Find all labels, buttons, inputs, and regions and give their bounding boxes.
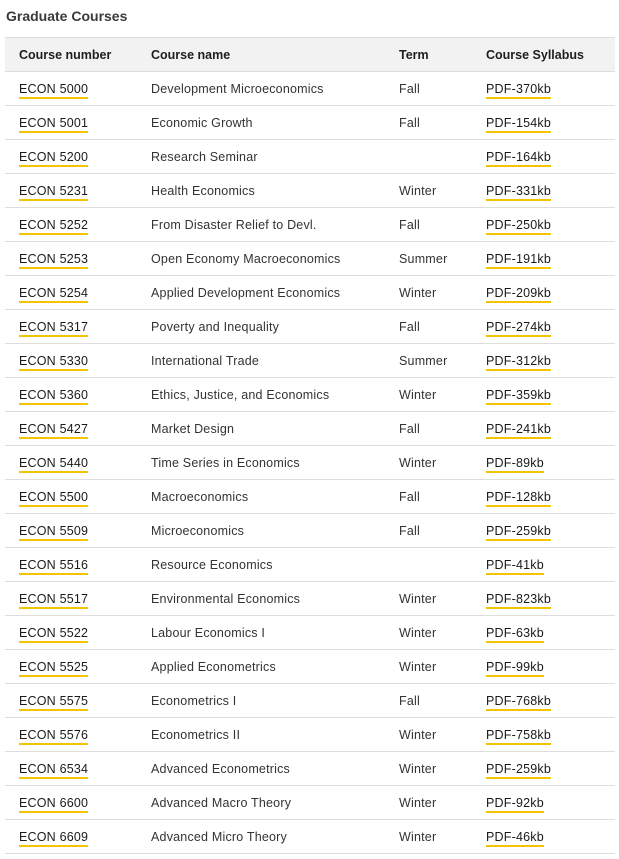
course-number-link[interactable]: ECON 5330 bbox=[19, 354, 88, 371]
course-number-cell bbox=[5, 548, 137, 582]
course-syllabus-cell bbox=[472, 752, 615, 786]
course-number-link[interactable]: ECON 5231 bbox=[19, 184, 88, 201]
table-row bbox=[5, 276, 615, 310]
course-number-cell bbox=[5, 242, 137, 276]
course-number-cell bbox=[5, 412, 137, 446]
course-name-cell: Econometrics II bbox=[137, 718, 385, 752]
course-name-cell: Environmental Economics bbox=[137, 582, 385, 616]
course-term-cell: Winter bbox=[385, 718, 472, 752]
course-syllabus-cell bbox=[472, 174, 615, 208]
course-number-link[interactable]: ECON 6609 bbox=[19, 830, 88, 847]
syllabus-pdf-link[interactable]: PDF-89kb bbox=[486, 456, 544, 473]
course-name-cell: Economic Growth bbox=[137, 106, 385, 140]
syllabus-pdf-link[interactable]: PDF-370kb bbox=[486, 82, 551, 99]
course-number-link[interactable]: ECON 5200 bbox=[19, 150, 88, 167]
table-row bbox=[5, 174, 615, 208]
course-number-link[interactable]: ECON 6600 bbox=[19, 796, 88, 813]
course-term-cell: Winter bbox=[385, 446, 472, 480]
table-header bbox=[5, 38, 615, 72]
course-name-cell: Microeconomics bbox=[137, 514, 385, 548]
course-name-cell: Applied Development Economics bbox=[137, 276, 385, 310]
table-row bbox=[5, 140, 615, 174]
course-term-cell: Fall bbox=[385, 310, 472, 344]
course-number-link[interactable]: ECON 5360 bbox=[19, 388, 88, 405]
course-number-link[interactable]: ECON 5525 bbox=[19, 660, 88, 677]
table-row bbox=[5, 208, 615, 242]
course-term-cell: Fall bbox=[385, 412, 472, 446]
table-row bbox=[5, 650, 615, 684]
course-name-cell: Research Seminar bbox=[137, 140, 385, 174]
course-number-link[interactable]: ECON 5516 bbox=[19, 558, 88, 575]
course-name-cell: Resource Economics bbox=[137, 548, 385, 582]
course-number-cell bbox=[5, 514, 137, 548]
course-term-cell: Fall bbox=[385, 106, 472, 140]
table-row bbox=[5, 378, 615, 412]
column-header-course-syllabus: Course Syllabus bbox=[472, 38, 615, 72]
syllabus-pdf-link[interactable]: PDF-259kb bbox=[486, 762, 551, 779]
course-number-cell bbox=[5, 650, 137, 684]
syllabus-pdf-link[interactable]: PDF-164kb bbox=[486, 150, 551, 167]
course-name-cell: Health Economics bbox=[137, 174, 385, 208]
table-row bbox=[5, 820, 615, 854]
course-syllabus-cell bbox=[472, 582, 615, 616]
course-syllabus-cell bbox=[472, 616, 615, 650]
course-syllabus-cell bbox=[472, 208, 615, 242]
course-term-cell: Fall bbox=[385, 72, 472, 106]
table-row bbox=[5, 582, 615, 616]
course-number-cell bbox=[5, 718, 137, 752]
course-name-cell: Development Microeconomics bbox=[137, 72, 385, 106]
course-number-cell bbox=[5, 820, 137, 854]
course-term-cell bbox=[385, 548, 472, 582]
table-row bbox=[5, 106, 615, 140]
course-number-cell bbox=[5, 446, 137, 480]
course-name-cell: Time Series in Economics bbox=[137, 446, 385, 480]
course-syllabus-cell bbox=[472, 140, 615, 174]
course-number-cell bbox=[5, 208, 137, 242]
course-number-cell bbox=[5, 72, 137, 106]
course-term-cell: Winter bbox=[385, 378, 472, 412]
course-name-cell: Advanced Micro Theory bbox=[137, 820, 385, 854]
course-number-link[interactable]: ECON 5254 bbox=[19, 286, 88, 303]
section-title: Graduate Courses bbox=[6, 8, 128, 24]
course-name-cell: Advanced Macro Theory bbox=[137, 786, 385, 820]
table-row bbox=[5, 310, 615, 344]
course-number-cell bbox=[5, 276, 137, 310]
course-term-cell: Summer bbox=[385, 344, 472, 378]
syllabus-pdf-link[interactable]: PDF-312kb bbox=[486, 354, 551, 371]
course-number-cell bbox=[5, 344, 137, 378]
table-row bbox=[5, 412, 615, 446]
table-row bbox=[5, 684, 615, 718]
course-name-cell: Open Economy Macroeconomics bbox=[137, 242, 385, 276]
syllabus-pdf-link[interactable]: PDF-128kb bbox=[486, 490, 551, 507]
course-number-link[interactable]: ECON 5252 bbox=[19, 218, 88, 235]
column-header-term: Term bbox=[385, 38, 472, 72]
course-number-link[interactable]: ECON 5427 bbox=[19, 422, 88, 439]
course-number-link[interactable]: ECON 5440 bbox=[19, 456, 88, 473]
course-syllabus-cell bbox=[472, 412, 615, 446]
syllabus-pdf-link[interactable]: PDF-99kb bbox=[486, 660, 544, 677]
syllabus-pdf-link[interactable]: PDF-331kb bbox=[486, 184, 551, 201]
course-syllabus-cell bbox=[472, 786, 615, 820]
course-syllabus-cell bbox=[472, 446, 615, 480]
course-name-cell: Ethics, Justice, and Economics bbox=[137, 378, 385, 412]
course-term-cell: Winter bbox=[385, 752, 472, 786]
course-term-cell: Winter bbox=[385, 786, 472, 820]
syllabus-pdf-link[interactable]: PDF-92kb bbox=[486, 796, 544, 813]
syllabus-pdf-link[interactable]: PDF-768kb bbox=[486, 694, 551, 711]
syllabus-pdf-link[interactable]: PDF-758kb bbox=[486, 728, 551, 745]
course-syllabus-cell bbox=[472, 650, 615, 684]
syllabus-pdf-link[interactable]: PDF-250kb bbox=[486, 218, 551, 235]
syllabus-pdf-link[interactable]: PDF-259kb bbox=[486, 524, 551, 541]
course-name-cell: Market Design bbox=[137, 412, 385, 446]
course-name-cell: Applied Econometrics bbox=[137, 650, 385, 684]
course-term-cell: Winter bbox=[385, 650, 472, 684]
syllabus-pdf-link[interactable]: PDF-823kb bbox=[486, 592, 551, 609]
course-number-link[interactable]: ECON 5522 bbox=[19, 626, 88, 643]
table-row bbox=[5, 72, 615, 106]
course-term-cell: Winter bbox=[385, 276, 472, 310]
course-syllabus-cell bbox=[472, 310, 615, 344]
course-number-link[interactable]: ECON 5253 bbox=[19, 252, 88, 269]
course-syllabus-cell bbox=[472, 684, 615, 718]
syllabus-pdf-link[interactable]: PDF-46kb bbox=[486, 830, 544, 847]
course-number-cell bbox=[5, 310, 137, 344]
table-row bbox=[5, 718, 615, 752]
course-name-cell: International Trade bbox=[137, 344, 385, 378]
course-term-cell: Summer bbox=[385, 242, 472, 276]
course-syllabus-cell bbox=[472, 548, 615, 582]
table-row bbox=[5, 242, 615, 276]
syllabus-pdf-link[interactable]: PDF-209kb bbox=[486, 286, 551, 303]
course-term-cell: Winter bbox=[385, 582, 472, 616]
syllabus-pdf-link[interactable]: PDF-41kb bbox=[486, 558, 544, 575]
course-syllabus-cell bbox=[472, 72, 615, 106]
course-number-cell bbox=[5, 378, 137, 412]
course-term-cell: Winter bbox=[385, 820, 472, 854]
course-number-link[interactable]: ECON 5500 bbox=[19, 490, 88, 507]
course-term-cell: Winter bbox=[385, 616, 472, 650]
course-syllabus-cell bbox=[472, 106, 615, 140]
syllabus-pdf-link[interactable]: PDF-191kb bbox=[486, 252, 551, 269]
course-name-cell: From Disaster Relief to Devl. bbox=[137, 208, 385, 242]
table-row bbox=[5, 480, 615, 514]
course-number-cell bbox=[5, 140, 137, 174]
course-name-cell: Labour Economics I bbox=[137, 616, 385, 650]
syllabus-pdf-link[interactable]: PDF-359kb bbox=[486, 388, 551, 405]
course-number-cell bbox=[5, 786, 137, 820]
course-number-cell bbox=[5, 582, 137, 616]
course-number-cell bbox=[5, 752, 137, 786]
syllabus-pdf-link[interactable]: PDF-274kb bbox=[486, 320, 551, 337]
course-number-cell bbox=[5, 480, 137, 514]
table-body bbox=[5, 72, 615, 854]
course-syllabus-cell bbox=[472, 242, 615, 276]
table-row bbox=[5, 786, 615, 820]
column-header-course-number: Course number bbox=[5, 38, 137, 72]
course-number-cell bbox=[5, 106, 137, 140]
course-number-link[interactable]: ECON 5517 bbox=[19, 592, 88, 609]
syllabus-pdf-link[interactable]: PDF-241kb bbox=[486, 422, 551, 439]
course-number-link[interactable]: ECON 5576 bbox=[19, 728, 88, 745]
course-number-cell bbox=[5, 174, 137, 208]
column-header-course-name: Course name bbox=[137, 38, 385, 72]
course-syllabus-cell bbox=[472, 718, 615, 752]
course-term-cell: Winter bbox=[385, 174, 472, 208]
table-row bbox=[5, 344, 615, 378]
course-name-cell: Advanced Econometrics bbox=[137, 752, 385, 786]
course-name-cell: Macroeconomics bbox=[137, 480, 385, 514]
table-row bbox=[5, 548, 615, 582]
course-syllabus-cell bbox=[472, 276, 615, 310]
course-number-link[interactable]: ECON 5000 bbox=[19, 82, 88, 99]
course-term-cell: Fall bbox=[385, 684, 472, 718]
course-term-cell bbox=[385, 140, 472, 174]
syllabus-pdf-link[interactable]: PDF-63kb bbox=[486, 626, 544, 643]
course-term-cell: Fall bbox=[385, 480, 472, 514]
course-syllabus-cell bbox=[472, 378, 615, 412]
course-syllabus-cell bbox=[472, 514, 615, 548]
syllabus-pdf-link[interactable]: PDF-154kb bbox=[486, 116, 551, 133]
table-header-row bbox=[5, 38, 615, 72]
course-syllabus-cell bbox=[472, 820, 615, 854]
course-number-cell bbox=[5, 616, 137, 650]
course-term-cell: Fall bbox=[385, 208, 472, 242]
graduate-courses-table bbox=[5, 37, 615, 854]
course-number-cell bbox=[5, 684, 137, 718]
course-number-link[interactable]: ECON 6534 bbox=[19, 762, 88, 779]
course-number-link[interactable]: ECON 5575 bbox=[19, 694, 88, 711]
course-syllabus-cell bbox=[472, 480, 615, 514]
table-row bbox=[5, 514, 615, 548]
course-syllabus-cell bbox=[472, 344, 615, 378]
course-name-cell: Econometrics I bbox=[137, 684, 385, 718]
course-number-link[interactable]: ECON 5509 bbox=[19, 524, 88, 541]
course-name-cell: Poverty and Inequality bbox=[137, 310, 385, 344]
course-number-link[interactable]: ECON 5001 bbox=[19, 116, 88, 133]
table-row bbox=[5, 752, 615, 786]
table-row bbox=[5, 616, 615, 650]
course-term-cell: Fall bbox=[385, 514, 472, 548]
table-row bbox=[5, 446, 615, 480]
course-number-link[interactable]: ECON 5317 bbox=[19, 320, 88, 337]
